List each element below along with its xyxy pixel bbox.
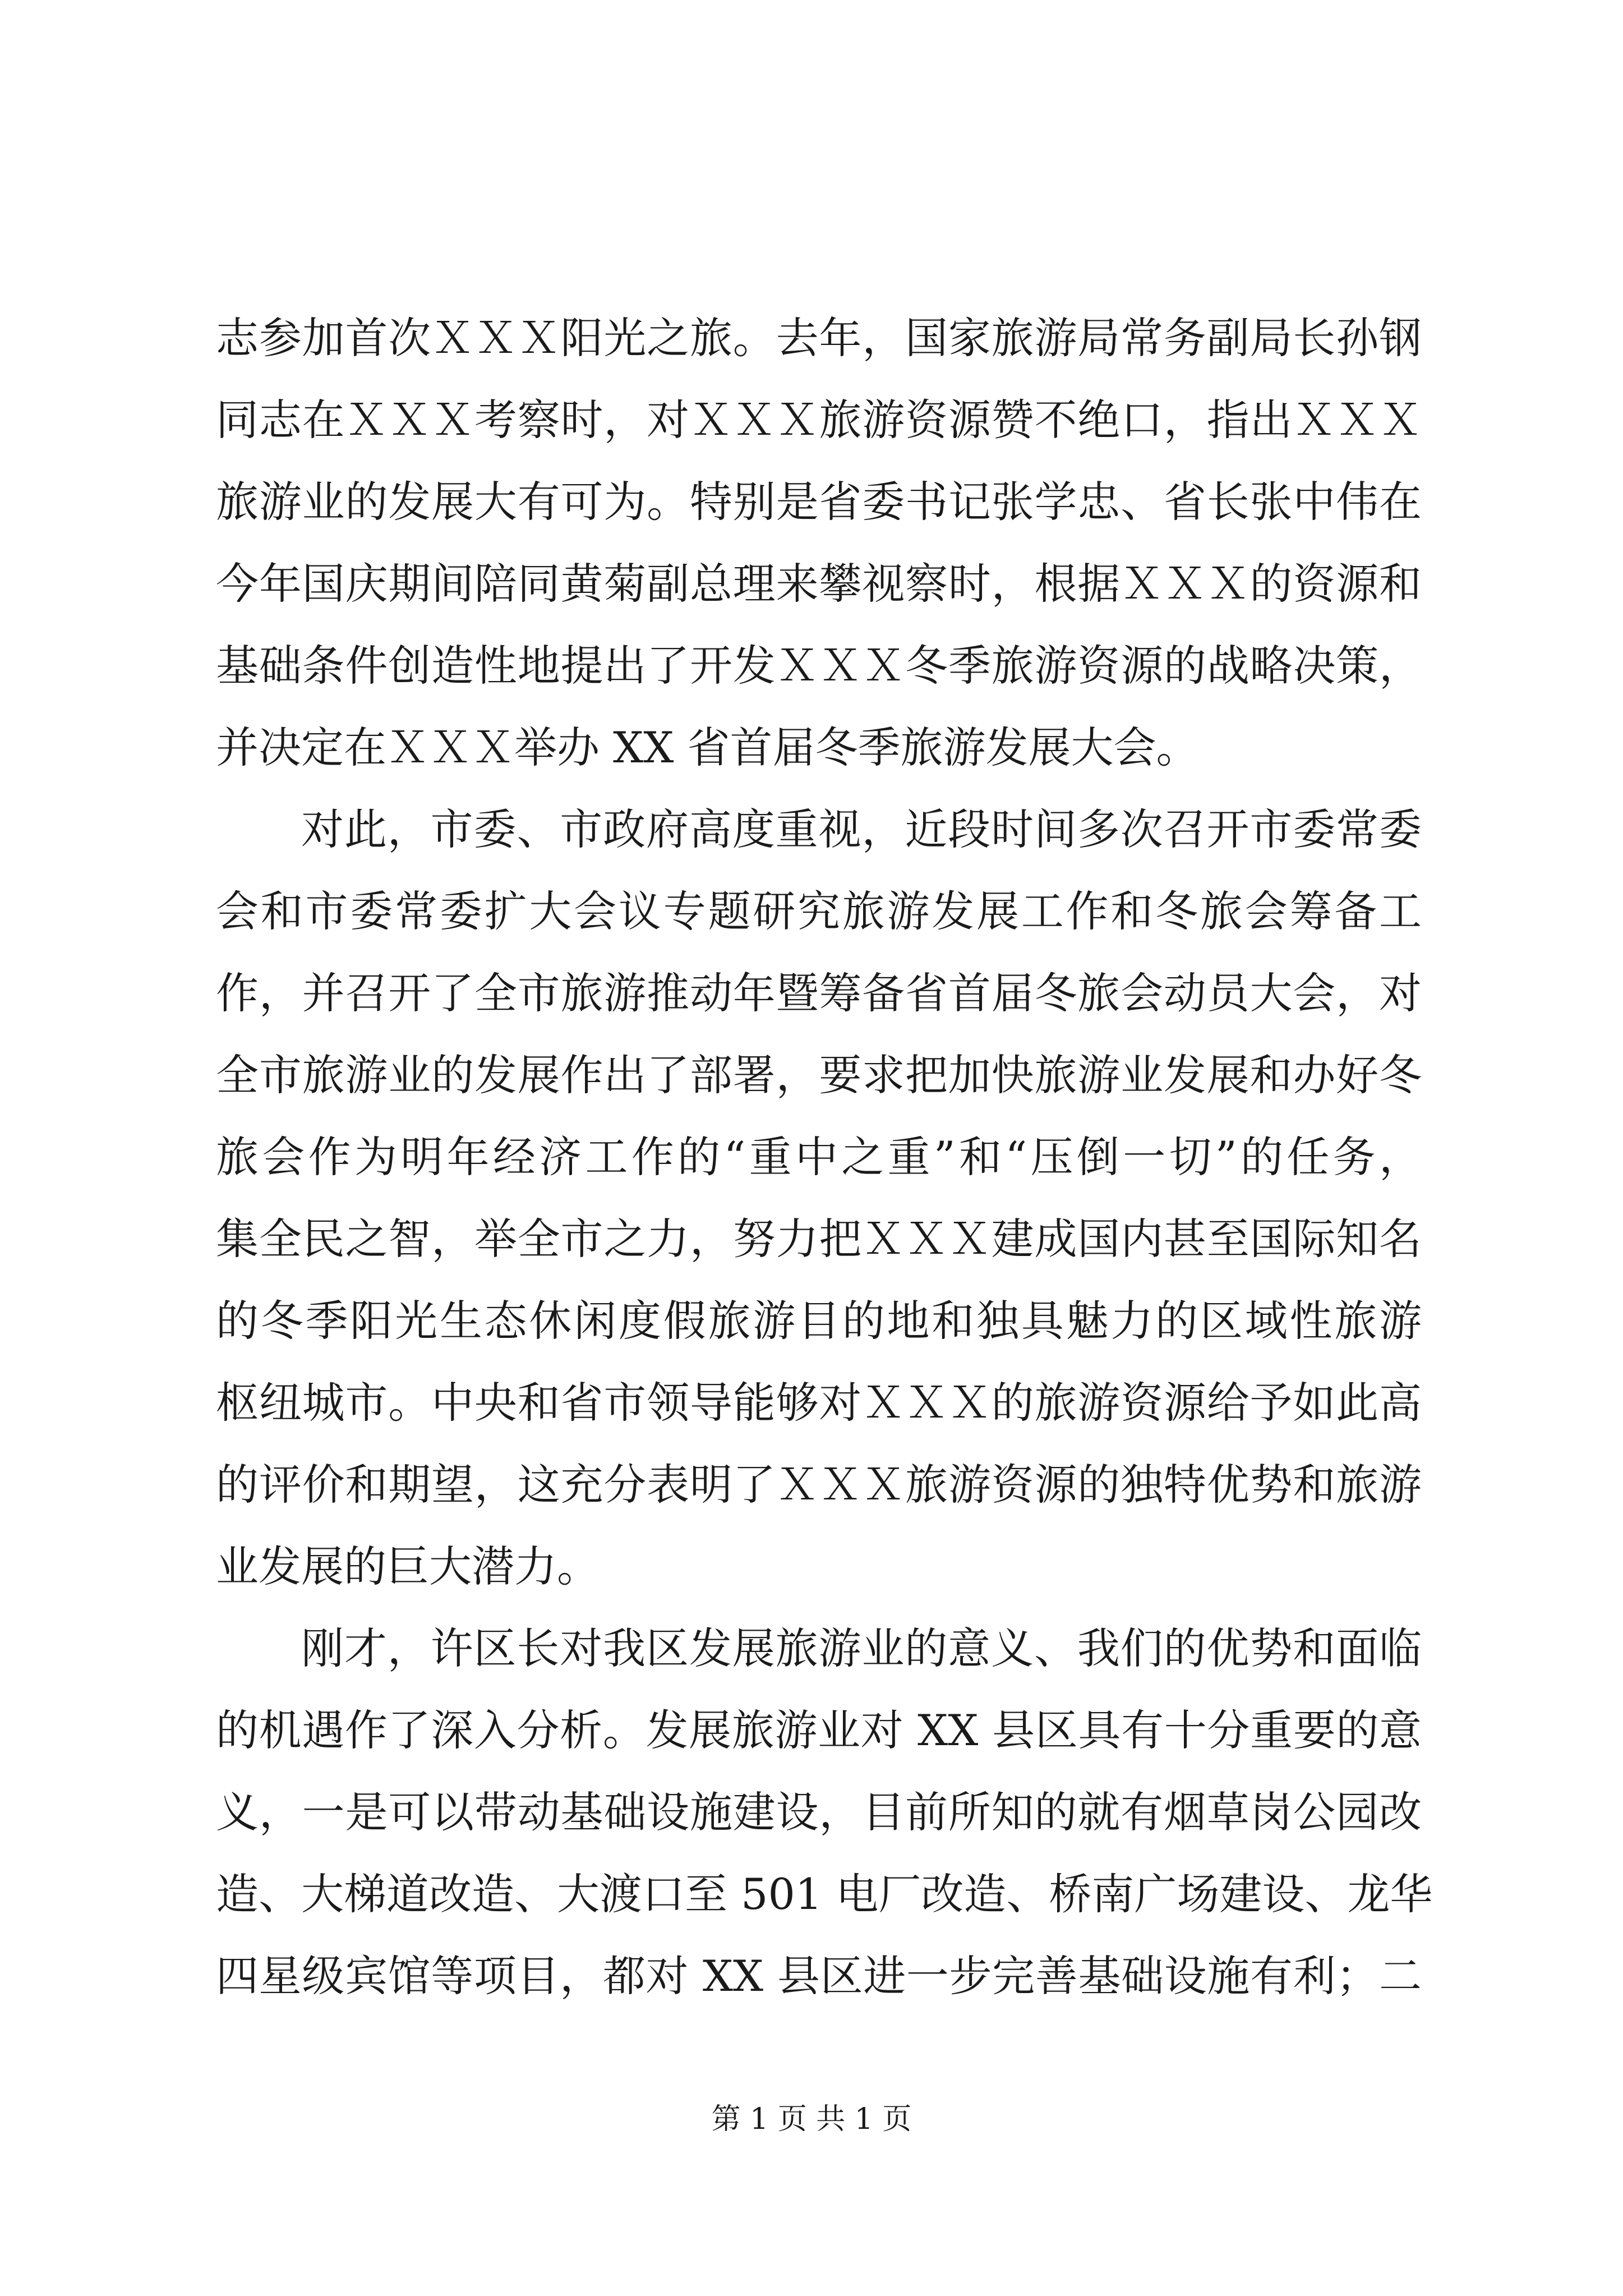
text-line: 基础条件创造性地提出了开发ＸＸＸ冬季旅游资源的战略决策， [216,641,1422,691]
text-line: 会和市委常委扩大会议专题研究旅游发展工作和冬旅会筹备工 [216,886,1422,936]
text-line: 旅游业的发展大有可为。特别是省委书记张学忠、省长张中伟在 [216,477,1422,527]
text-line: 的机遇作了深入分析。发展旅游业对 XX 县区具有十分重要的意 [216,1705,1422,1755]
text-line: 今年国庆期间陪同黄菊副总理来攀视察时，根据ＸＸＸ的资源和 [216,559,1422,609]
text-line: 同志在ＸＸＸ考察时，对ＸＸＸ旅游资源赞不绝口，指出ＸＸＸ [216,395,1422,445]
text-line: 的冬季阳光生态休闲度假旅游目的地和独具魅力的区域性旅游 [216,1296,1422,1346]
document-body [216,297,1433,2017]
text-line: 义，一是可以带动基础设施建设，目前所知的就有烟草岗公园改 [216,1787,1422,1837]
text-line: 刚才，许区长对我区发展旅游业的意义、我们的优势和面临 [301,1623,1422,1673]
text-line: 对此，市委、市政府高度重视，近段时间多次召开市委常委 [301,804,1422,854]
text-line: 全市旅游业的发展作出了部署，要求把加快旅游业发展和办好冬 [216,1050,1422,1100]
text-line: 旅会作为明年经济工作的“重中之重”和“压倒一切”的任务， [216,1132,1422,1182]
text-line: 的评价和期望，这充分表明了ＸＸＸ旅游资源的独特优势和旅游 [216,1460,1422,1510]
text-line: 造、大梯道改造、大渡口至 501 电厂改造、桥南广场建设、龙华 [216,1869,1433,1919]
text-line: 枢纽城市。中央和省市领导能够对ＸＸＸ的旅游资源给予如此高 [216,1378,1422,1428]
text-line: 集全民之智，举全市之力，努力把ＸＸＸ建成国内甚至国际知名 [216,1214,1422,1264]
text-line: 业发展的巨大潜力。 [216,1542,600,1591]
text-line: 四星级宾馆等项目，都对 XX 县区进一步完善基础设施有利；二 [216,1951,1422,2001]
text-line: 志参加首次ＸＸＸ阳光之旅。去年，国家旅游局常务副局长孙钢 [216,313,1422,363]
page-number-footer: 第 1 页 共 1 页 [711,2102,912,2136]
text-line: 并决定在ＸＸＸ举办 XX 省首届冬季旅游发展大会。 [216,723,1199,772]
text-line: 作，并召开了全市旅游推动年暨筹备省首届冬旅会动员大会，对 [216,968,1422,1018]
